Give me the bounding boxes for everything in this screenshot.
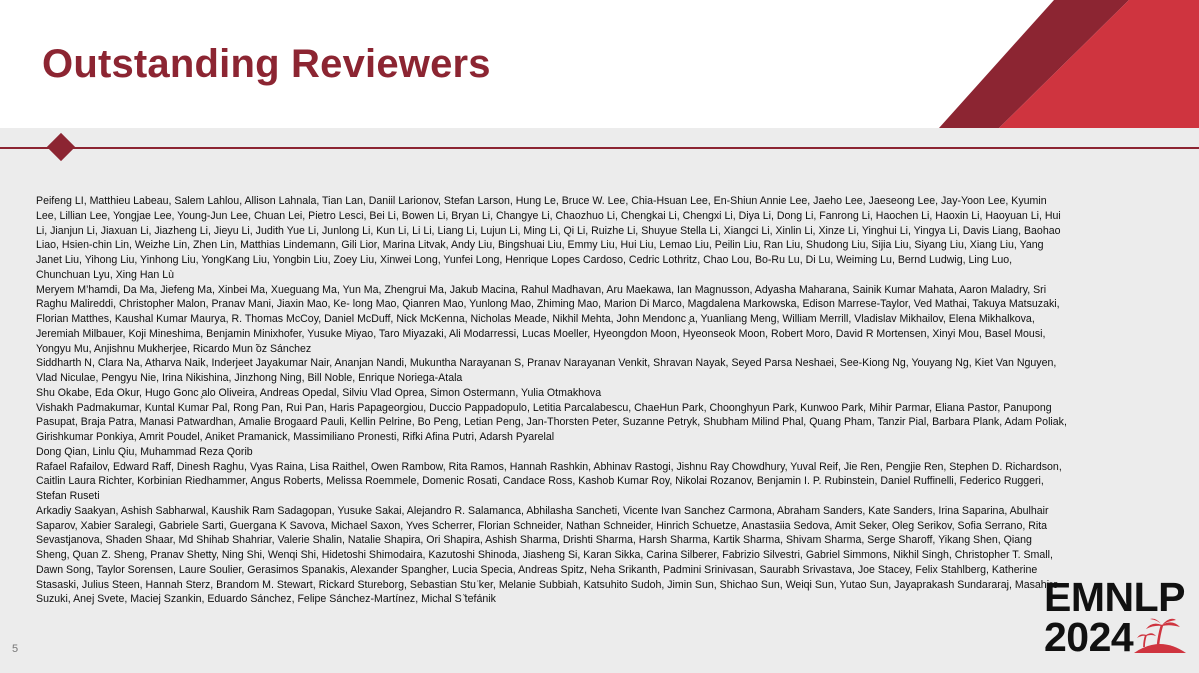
page-number: 5 (12, 643, 19, 655)
reviewer-group-o: Shu Okabe, Eda Okur, Hugo Gonc ̧alo Oliveira, Andreas Opedal, Silviu Vlad Oprea, Simon Ostermann, Yulia Otmakhova (36, 386, 602, 399)
slide-title: Outstanding Reviewers (42, 42, 491, 86)
corner-decoration (869, 0, 1199, 128)
reviewer-group-s: Arkadiy Saakyan, Ashish Sabharwal, Kaushik Ram Sadagopan, Yusuke Sakai, Alejandro R. Salamanca, Abhilasha Sancheti, Vicente Ivan Sanchez Carmona, Abraham Sanders, Kate Sanders, Irina Saparina, Abulhair Saparov, Xabier Saralegi, Gabriele Sarti, Guergana K Savova, Michael Saxon, Yves Scherrer, Florian Schneider, Nathan Schneider, Hinrich Schuetze, Anastasiia Sedova, Amit Seker, Oleg Serikov, Sofia Serrano, Rita Sevastjanova, Shaden Shaar, Md Shihab Shahriar, Valerie Shalin, Natalie Shapira, Ori Shapira, Ashish Sharma, Drishti Sharma, Harsh Sharma, Kartik Sharma, Shivam Sharma, Serge Sharoff, Yikang Shen, Qiang Sheng, Quan Z. Sheng, Pranav Shetty, Ning Shi, Wenqi Shi, Hidetoshi Shimodaira, Kazutoshi Shinoda, Jiasheng Si, Karan Sikka, Carina Silberer, Fabrizio Silvestri, Gabriel Simmons, Nikhil Singh, Christopher T. Small, Dawn Song, Taylor Sorensen, Laure Soulier, Gerasimos Spanakis, Alexander Spangher, Lucia Specia, Andreas Spitz, Neha Srikanth, Padmini Srinivasan, Saurabh Srivastava, Joe Stacey, Felix Stahlberg, Katherine Stasaski, Julius Steen, Hannah Sterz, Brandom M. Stewart, Rickard Stureborg, Sebastian Stu ̈ker, Melanie Subbiah, Katsuhito Sudoh, Jimin Sun, Shichao Sun, Weiqi Sun, Yutao Sun, Jayaprakash Sundararaj, Masahiro Suzuki, Anej Svete, Maciej Szankin, Eduardo Sánchez, Felipe Sánchez-Martínez, Michal S ̆tefánik (36, 504, 1059, 606)
emnlp-logo (1040, 574, 1190, 673)
reviewer-list (36, 194, 1068, 607)
diamond-icon (47, 133, 75, 161)
header-divider (0, 147, 1199, 149)
slide-header (0, 0, 1199, 128)
reviewer-group-m: Meryem M’hamdi, Da Ma, Jiefeng Ma, Xinbei Ma, Xueguang Ma, Yun Ma, Zhengrui Ma, Jakub Macina, Rahul Madhavan, Aru Maekawa, Ian Magnusson, Adyasha Maharana, Sainik Kumar Mahata, Aaron Maladry, Sri Raghu Malireddi, Christopher Malon, Pranav Mani, Jiaxin Mao, Ke- long Mao, Qianren Mao, Yunlong Mao, Zhiming Mao, Marion Di Marco, Magdalena Markowska, Edison Marrese-Taylor, Ved Mathai, Takuya Matsuzaki, Florian Matthes, Kaushal Kumar Maurya, R. Thomas McCoy, Daniel McDuff, Nick McKenna, Nicholas Meade, Nikhil Mehta, John Mendonc ̧a, Yuanliang Meng, William Merrill, Vladislav Mikhailov, Elena Mikhalkova, Jeremiah Milbauer, Koji Mineshima, Benjamin Minixhofer, Yusuke Miyao, Taro Miyazaki, Ali Modarressi, Lucas Moeller, Hyeongdon Moon, Hyeonseok Moon, Robert Moro, David R Mortensen, Xinyi Mou, Basel Mousi, Yongyu Mu, Anjishnu Mukherjee, Ricardo Mun ̃oz Sánchez (36, 283, 1060, 355)
logo-text-line2: 2024 (1044, 614, 1134, 660)
reviewer-group-n: Siddharth N, Clara Na, Atharva Naik, Inderjeet Jayakumar Nair, Ananjan Nandi, Mukuntha Narayanan S, Pranav Narayanan Venkit, Shravan Nayak, Seyed Parsa Neshaei, See-Kiong Ng, Youyang Ng, Kiet Van Nguyen, Vlad Niculae, Pengyu Nie, Irina Nikishina, Jinzhong Ning, Bill Noble, Enrique Noriega-Atala (36, 357, 1057, 384)
logo-text-line1: EMNLP (1044, 574, 1185, 620)
reviewer-group-q: Dong Qian, Linlu Qiu, Muhammad Reza Qorib (36, 445, 253, 458)
reviewer-group-l: Peifeng LI, Matthieu Labeau, Salem Lahlou, Allison Lahnala, Tian Lan, Daniil Larionov, Stefan Larson, Hung Le, Bruce W. Lee, Chia-Hsuan Lee, En-Shiun Annie Lee, Jaeho Lee, Jaeseong Lee, Jay-Yoon Lee, Kyumin Lee, Lillian Lee, Yongjae Lee, Young-Jun Lee, Chuan Lei, Pietro Lesci, Bei Li, Bowen Li, Bryan Li, Changye Li, Chaozhuo Li, Chengkai Li, Chengxi Li, Diya Li, Dong Li, Fanrong Li, Haochen Li, Haoxin Li, Haoyuan Li, Hui Li, Jianjun Li, Jiaxuan Li, Jiazheng Li, Jieyu Li, Judith Yue Li, Junlong Li, Kun Li, Li Li, Liang Li, Lujun Li, Ming Li, Qi Li, Ruizhe Li, Shuyue Stella Li, Xiangci Li, Xinlin Li, Xinze Li, Yinghui Li, Yingya Li, Davis Liang, Baohao Liao, Hsien-chin Lin, Weizhe Lin, Zhen Lin, Matthias Lindemann, Gili Lior, Marina Litvak, Andy Liu, Bingshuai Liu, Emmy Liu, Hui Liu, Lemao Liu, Peilin Liu, Ran Liu, Shudong Liu, Sijia Liu, Siyang Liu, Xiang Liu, Yang Janet Liu, Yihong Liu, Yinhong Liu, YongKang Liu, Yongbin Liu, Zoey Liu, Xinwei Long, Yunfei Long, Henrique Lopes Cardoso, Cedric Lothritz, Chao Lou, Bo-Ru Lu, Di Lu, Weiming Lu, Bernd Ludwig, Ling Luo, Chunchuan Lyu, Xing Han Lù (36, 195, 1061, 281)
reviewer-group-p: Vishakh Padmakumar, Kuntal Kumar Pal, Rong Pan, Rui Pan, Haris Papageorgiou, Duccio Pappadopulo, Letitia Parcalabescu, ChaeHun Park, Choonghyun Park, Kunwoo Park, Mihir Parmar, Eliana Pastor, Panupong Pasupat, Braja Patra, Manasi Patwardhan, Amalie Brogaard Pauli, Kellin Pelrine, Bo Peng, Letian Peng, Jan-Thorsten Peter, Suzanne Petryk, Shubham Milind Phal, Quang Pham, Tanzir Pial, Barbara Plank, Adam Poliak, Girishkumar Ponkiya, Amrit Poudel, Aniket Pramanick, Massimiliano Pronesti, Rifki Afina Putri, Adarsh Pyarelal (36, 401, 1067, 443)
reviewer-group-r: Rafael Rafailov, Edward Raff, Dinesh Raghu, Vyas Raina, Lisa Raithel, Owen Rambow, Rita Ramos, Hannah Rashkin, Abhinav Rastogi, Jishnu Ray Chowdhury, Yuval Reif, Jie Ren, Pengjie Ren, Stephen D. Richardson, Caitlin Laura Richter, Korbinian Riedhammer, Angus Roberts, Melissa Roemmele, Domenic Rosati, Candace Ross, Kashob Kumar Roy, Nikolai Rozanov, Benjamin I. P. Rubinstein, Daniel Ruffinelli, Federico Ruggeri, Stefan Ruseti (36, 460, 1062, 502)
palm-island-icon (1132, 617, 1188, 657)
